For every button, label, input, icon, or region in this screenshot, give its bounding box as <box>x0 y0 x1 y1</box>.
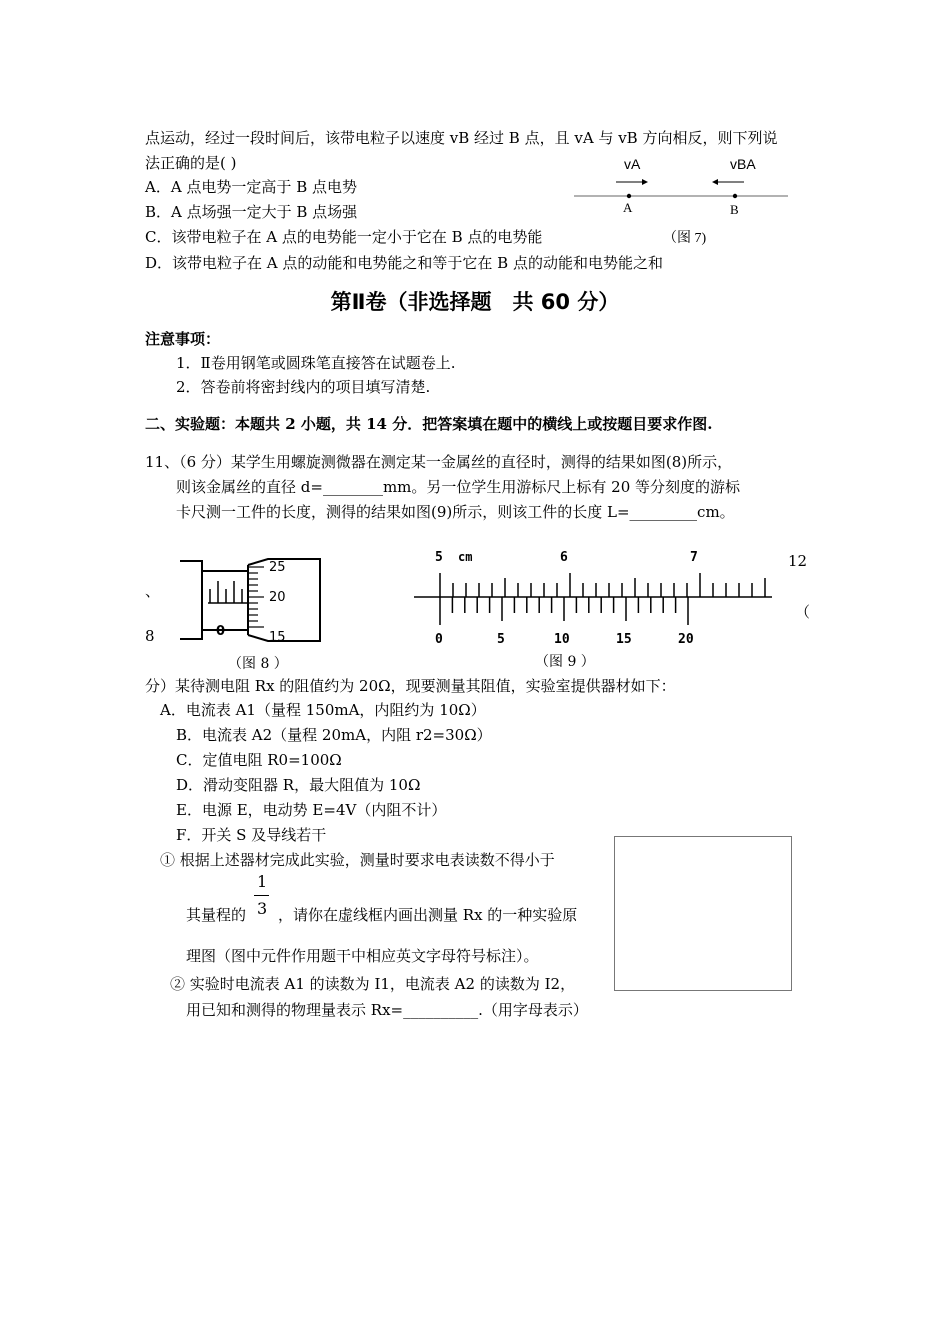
option-b: B．A 点场强一定大于 B 点场强 <box>145 203 358 221</box>
figure-7 <box>570 150 800 250</box>
q12-comma-fragment: 、 <box>145 582 161 600</box>
option-d: D．该带电粒子在 A 点的动能和电势能之和等于它在 B 点的动能和电势能之和 <box>145 254 663 272</box>
fig8-caption: （图 8 ） <box>228 656 288 672</box>
fig9-vernier-15: 15 <box>616 632 632 647</box>
fig9-caption: （图 9 ） <box>535 654 595 670</box>
notice-heading: 注意事项： <box>145 330 221 348</box>
q11-line2: 则该金属丝的直径 d=________mm。另一位学生用游标尺上标有 20 等分刻度的游标 <box>176 478 741 496</box>
fig9-vernier-5: 5 <box>497 632 505 647</box>
q12-part2-line2: 用已知和测得的物理量表示 Rx=__________.（用字母表示） <box>186 1001 588 1019</box>
q12-item-f: F．开关 S 及导线若干 <box>176 826 327 844</box>
fig7-point-a: A <box>623 200 633 215</box>
fig8-tick-15: 15 <box>269 630 286 645</box>
q11-line1: 11、（6 分）某学生用螺旋测微器在测定某一金属丝的直径时，测得的结果如图(8)所示， <box>145 453 733 471</box>
q12-part2-line1: ② 实验时电流表 A1 的读数为 I1，电流表 A2 的读数为 I2， <box>170 975 576 993</box>
fig8-tick-20: 20 <box>269 590 286 605</box>
q12-part1-line2b: ，请你在虚线框内画出测量 Rx 的一种实验原 <box>278 906 578 924</box>
fraction-bar <box>254 895 269 896</box>
fig9-unit-cm: cm <box>458 550 473 564</box>
q12-part1-line3: 理图（图中元件作用题干中相应英文字母符号标注）。 <box>186 947 539 965</box>
q12-intro: 分）某待测电阻 Rx 的阻值约为 20Ω，现要测量其阻值，实验室提供器材如下： <box>145 677 676 695</box>
fig9-vernier-20: 20 <box>678 632 694 647</box>
notice-1: 1．Ⅱ卷用钢笔或圆珠笔直接答在试题卷上. <box>176 354 456 372</box>
circuit-drawing-box[interactable] <box>614 836 792 991</box>
option-a: A．A 点电势一定高于 B 点电势 <box>145 178 357 196</box>
fig9-main-7: 7 <box>690 550 698 565</box>
q12-paren-fragment: （ <box>795 603 811 621</box>
fig9-vernier-0: 0 <box>435 632 443 647</box>
q12-number-fragment: 12 <box>788 552 808 570</box>
fig9-main-6: 6 <box>560 550 568 565</box>
fig9-vernier-10: 10 <box>554 632 570 647</box>
fig9-main-5: 5 <box>435 550 443 565</box>
q-prev-line2: 法正确的是( ) <box>145 154 237 172</box>
q11-line3: 卡尺测一工件的长度，测得的结果如图(9)所示，则该工件的长度 L=_________cm。 <box>176 503 735 521</box>
fig8-tick-25: 25 <box>269 560 286 575</box>
q12-item-d: D．滑动变阻器 R，最大阻值为 10Ω <box>176 776 421 794</box>
fig7-label-vb: vBA <box>730 156 756 172</box>
figure-8-micrometer <box>170 553 330 648</box>
fig7-label-va: vA <box>624 156 641 172</box>
fraction-numerator: 1 <box>257 872 268 891</box>
part2-heading: 二、实验题：本题共 2 小题，共 14 分．把答案填在题中的横线上或按题目要求作图. <box>145 415 713 433</box>
fig7-point-b: B <box>730 202 739 217</box>
q12-score-fragment: 8 <box>145 627 155 645</box>
notice-2: 2．答卷前将密封线内的项目填写清楚. <box>176 378 431 396</box>
section-title: 第Ⅱ卷（非选择题 共 60 分） <box>330 290 620 314</box>
option-c: C．该带电粒子在 A 点的电势能一定小于它在 B 点的电势能 <box>145 228 543 246</box>
fig8-zero: 0 <box>216 624 226 639</box>
q12-part1-line2: 其量程的 <box>186 906 247 924</box>
q12-part1-line1: ① 根据上述器材完成此实验，测量时要求电表读数不得小于 <box>160 851 555 869</box>
fraction-denominator: 3 <box>257 899 268 918</box>
figure-9-vernier <box>410 545 780 650</box>
fig7-caption: （图 7) <box>663 231 707 246</box>
q12-item-e: E．电源 E，电动势 E=4V（内阻不计） <box>176 801 447 819</box>
q-prev-line1: 点运动，经过一段时间后，该带电粒子以速度 vB 经过 B 点，且 vA 与 vB 方向相反，则下列说 <box>145 129 778 147</box>
q12-item-c: C．定值电阻 R0=100Ω <box>176 751 342 769</box>
q12-item-a: A．电流表 A1（量程 150mA，内阻约为 10Ω） <box>160 701 486 719</box>
q12-item-b: B．电流表 A2（量程 20mA，内阻 r2=30Ω） <box>176 726 492 744</box>
